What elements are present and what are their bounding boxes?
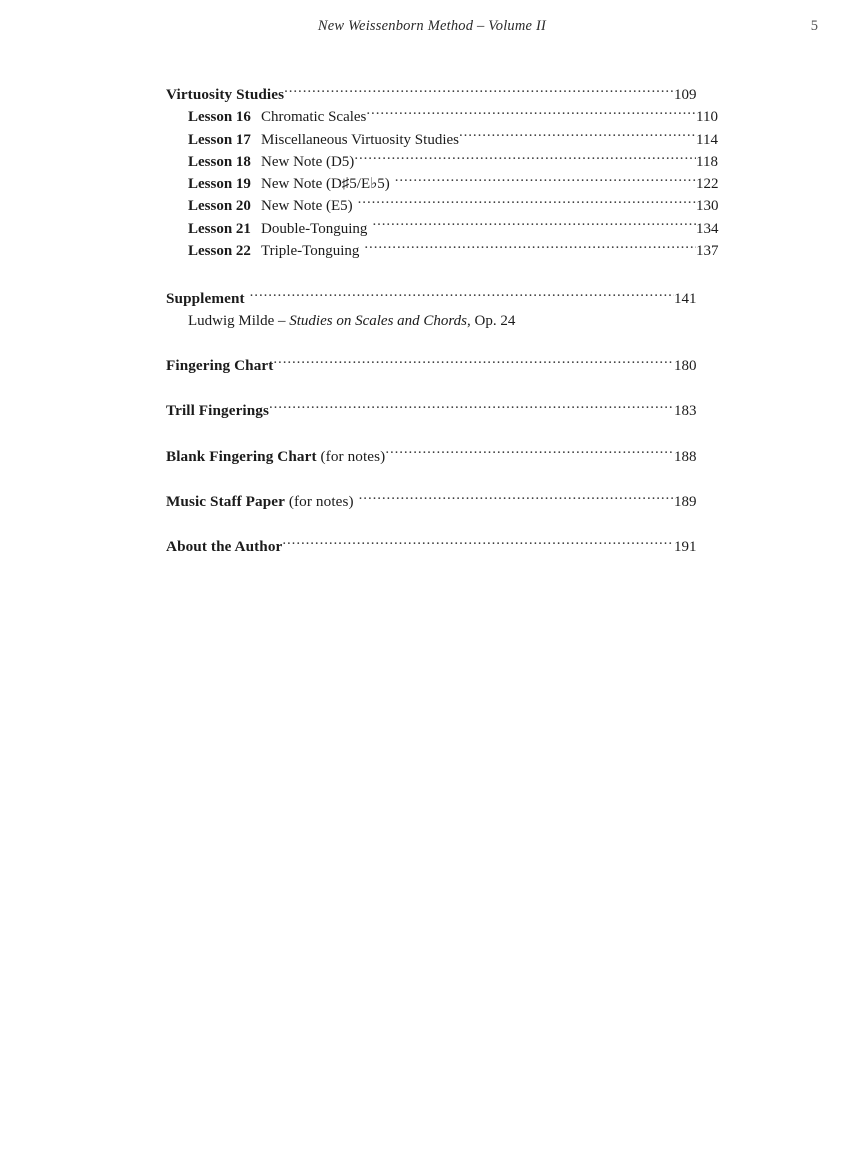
lesson-title: Triple-Tonguing	[261, 243, 360, 260]
toc-entry-page: 189	[674, 493, 697, 510]
toc-entry-page: 109	[674, 87, 697, 103]
toc-entry-title: About the Author	[166, 538, 283, 556]
dot-leader	[390, 173, 696, 188]
toc-entry-title-main: Music Staff Paper	[166, 492, 285, 510]
toc-entry-title-note: (for notes)	[284, 492, 354, 510]
dot-leader	[367, 218, 696, 233]
toc-entry-page: 122	[696, 176, 719, 193]
toc-entry-about-the-author[interactable]	[166, 536, 708, 558]
lesson-title: Chromatic Scales	[261, 109, 367, 126]
page-folio-number: 5	[810, 18, 818, 34]
toc-entry-title: Supplement	[166, 290, 245, 308]
toc-entry-page: 130	[696, 198, 719, 215]
section-spacer	[166, 468, 708, 491]
toc-entry-lesson-20[interactable]	[166, 195, 730, 217]
lesson-title: New Note (E5)	[261, 198, 353, 215]
toc-entry-title: Fingering Chart	[166, 356, 274, 374]
lesson-number: Lesson 21	[188, 220, 251, 237]
toc-entry-title	[166, 446, 385, 467]
toc-entry-lesson-22[interactable]	[166, 240, 730, 262]
toc-entry-page: 180	[674, 357, 697, 374]
toc-entry-blank-fingering-chart[interactable]	[166, 446, 708, 468]
dot-leader	[359, 240, 696, 255]
toc-entry-page: 134	[696, 220, 719, 237]
toc-subentry-ludwig-milde	[166, 311, 708, 332]
toc-entry-page: 110	[696, 109, 718, 126]
running-head-title: New Weissenborn Method – Volume II	[317, 18, 547, 34]
subentry-prefix: Ludwig Milde –	[188, 312, 290, 329]
toc-entry-lesson-17[interactable]	[166, 129, 730, 151]
dot-leader	[269, 400, 674, 415]
toc-entry-music-staff-paper[interactable]	[166, 491, 708, 513]
toc-entry-lesson-19[interactable]	[166, 173, 730, 195]
toc-entry-page: 183	[674, 403, 697, 420]
section-spacer	[166, 332, 708, 355]
dot-leader	[354, 151, 696, 166]
dot-leader	[366, 106, 696, 121]
toc-entry-page: 114	[696, 131, 718, 148]
dot-leader	[245, 288, 674, 303]
subentry-suffix: , Op. 24	[467, 312, 516, 329]
lesson-number: Lesson 16	[188, 109, 251, 126]
lesson-number: Lesson 22	[188, 243, 251, 260]
toc-entry-lesson-18[interactable]	[166, 151, 730, 173]
lesson-number: Lesson 17	[188, 131, 251, 148]
toc-entry-supplement[interactable]	[166, 288, 708, 310]
toc-entry-title-main: Blank Fingering Chart	[166, 447, 317, 465]
running-head	[0, 18, 864, 42]
lesson-number: Lesson 18	[188, 153, 251, 170]
toc-entry-trill-fingerings[interactable]	[166, 400, 708, 422]
lesson-title: New Note (D5)	[261, 153, 355, 170]
dot-leader	[273, 355, 674, 370]
dot-leader	[353, 195, 696, 210]
toc-entry-title-note: (for notes)	[316, 447, 386, 465]
section-spacer	[166, 513, 708, 536]
toc-entry-label	[188, 196, 353, 217]
lesson-number: Lesson 19	[188, 176, 251, 193]
lesson-title: Miscellaneous Virtuosity Studies	[261, 131, 459, 148]
dot-leader	[354, 491, 674, 506]
toc-entry-title: Trill Fingerings	[166, 402, 269, 420]
toc-entry-page: 188	[674, 448, 697, 465]
section-spacer	[166, 423, 708, 446]
toc-entry-label	[188, 130, 459, 151]
table-of-contents	[166, 84, 719, 558]
dot-leader	[459, 129, 696, 144]
toc-entry-label	[188, 219, 367, 240]
toc-entry-page: 191	[674, 539, 697, 556]
lesson-title: New Note (D♯5/E♭5)	[261, 176, 390, 193]
section-spacer	[166, 262, 708, 288]
lesson-number: Lesson 20	[188, 198, 251, 215]
toc-entry-lesson-16[interactable]	[166, 106, 730, 128]
subentry-work-title: Studies on Scales and Chords	[289, 312, 468, 329]
toc-entry-title: Virtuosity Studies	[166, 86, 285, 103]
toc-entry-title	[166, 491, 354, 512]
lesson-title: Double-Tonguing	[261, 220, 368, 237]
toc-entry-label	[188, 107, 366, 128]
toc-entry-page: 141	[674, 291, 697, 308]
section-spacer	[166, 377, 708, 400]
dot-leader	[284, 84, 674, 99]
toc-entry-virtuosity-studies[interactable]	[166, 84, 708, 106]
toc-entry-label	[188, 174, 390, 195]
toc-entry-page: 137	[696, 243, 719, 260]
dot-leader	[385, 446, 674, 461]
toc-entry-label	[188, 152, 354, 173]
toc-entry-lesson-21[interactable]	[166, 218, 730, 240]
toc-entry-label	[188, 241, 359, 262]
toc-entry-fingering-chart[interactable]	[166, 355, 708, 377]
toc-entry-page: 118	[696, 153, 718, 170]
dot-leader	[282, 536, 674, 551]
